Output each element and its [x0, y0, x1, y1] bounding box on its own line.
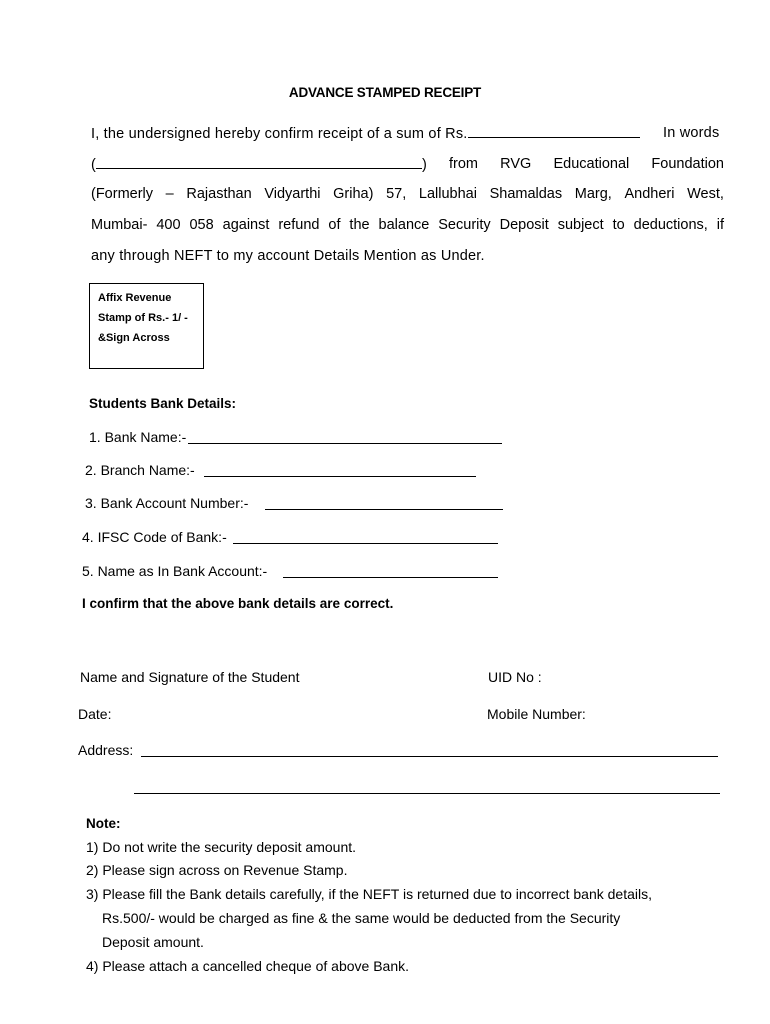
word: the — [349, 217, 370, 233]
note-item-2: 2) Please sign across on Revenue Stamp. — [86, 862, 348, 878]
bank-name-label: 1. Bank Name:- — [89, 429, 187, 445]
date-label: Date: — [78, 706, 112, 722]
uid-label: UID No : — [488, 669, 542, 685]
address-label: Address: — [78, 742, 134, 758]
word: Rajasthan — [186, 186, 252, 202]
word: of — [328, 217, 341, 233]
branch-name-field[interactable] — [204, 476, 476, 477]
note-item-1: 1) Do not write the security deposit amount. — [86, 839, 357, 855]
word: to — [612, 217, 625, 233]
receipt-line-2 — [91, 156, 427, 173]
word: deductions, — [633, 217, 708, 233]
note-item-3: 3) Please fill the Bank details carefully, if the NEFT is returned due to incorrect bank details, — [86, 886, 652, 902]
ifsc-code-field[interactable] — [233, 543, 498, 544]
word: West, — [687, 186, 724, 202]
word: Deposit — [499, 217, 549, 233]
word: refund — [278, 217, 320, 233]
word: Andheri — [624, 186, 675, 202]
word: 058 — [189, 217, 214, 233]
stamp-text-2: Stamp of Rs.- 1/ - — [98, 312, 188, 324]
address-field-line-2[interactable] — [134, 793, 720, 794]
word: Foundation — [651, 156, 724, 172]
stamp-text-3: &Sign Across — [98, 332, 170, 344]
note-item-3-cont: Rs.500/- would be charged as fine & the same would be deducted from the Security — [102, 910, 621, 926]
branch-name-label: 2. Branch Name:- — [85, 462, 195, 478]
receipt-line-2-tail — [449, 156, 724, 172]
bank-details-heading: Students Bank Details: — [89, 396, 237, 411]
amount-field[interactable] — [468, 125, 640, 138]
word: if — [716, 217, 724, 233]
page-title: ADVANCE STAMPED RECEIPT — [288, 85, 482, 100]
bank-name-field[interactable] — [188, 443, 502, 444]
receipt-line-5: any through NEFT to my account Details Mention as Under. — [91, 248, 485, 264]
revenue-stamp-box[interactable] — [89, 283, 204, 369]
word: RVG — [500, 156, 532, 172]
word: against — [222, 217, 270, 233]
word: Vidyarthi — [264, 186, 321, 202]
stamp-text-1: Affix Revenue — [98, 292, 172, 304]
word: from — [449, 156, 478, 172]
address-field-line-1[interactable] — [141, 756, 718, 757]
word: 57, — [386, 186, 407, 202]
word: Lallubhai — [418, 186, 477, 202]
ifsc-code-label: 4. IFSC Code of Bank:- — [82, 529, 227, 545]
student-signature-label: Name and Signature of the Student — [80, 669, 300, 685]
word: Griha) — [333, 186, 374, 202]
amount-in-words-field[interactable] — [96, 156, 422, 169]
word: Security — [438, 217, 491, 233]
note-item-4: 4) Please attach a cancelled cheque of above Bank. — [86, 958, 409, 974]
in-words-label: In words — [663, 125, 720, 141]
receipt-sum-text: I, the undersigned hereby confirm receipt of a sum of Rs. — [91, 126, 468, 142]
close-paren: ) — [422, 157, 428, 173]
word: – — [165, 186, 174, 202]
note-heading: Note: — [86, 816, 121, 831]
word: 400 — [156, 217, 181, 233]
receipt-line-3 — [91, 186, 724, 202]
word: subject — [557, 217, 604, 233]
word: Mumbai- — [91, 217, 148, 233]
account-name-field[interactable] — [283, 577, 498, 578]
account-number-label: 3. Bank Account Number:- — [85, 495, 249, 511]
mobile-number-label: Mobile Number: — [487, 706, 586, 722]
word: balance — [378, 217, 430, 233]
word: Shamaldas — [489, 186, 563, 202]
account-number-field[interactable] — [265, 509, 503, 510]
open-paren: ( — [91, 157, 97, 173]
note-item-3-end: Deposit amount. — [102, 934, 204, 950]
word: (Formerly — [91, 186, 154, 202]
word: Educational — [553, 156, 630, 172]
account-name-label: 5. Name as In Bank Account:- — [82, 563, 268, 579]
bank-confirm-text: I confirm that the above bank details are correct. — [82, 596, 394, 611]
receipt-line-4 — [91, 217, 724, 233]
word: Marg, — [574, 186, 612, 202]
receipt-line-1 — [91, 125, 640, 142]
